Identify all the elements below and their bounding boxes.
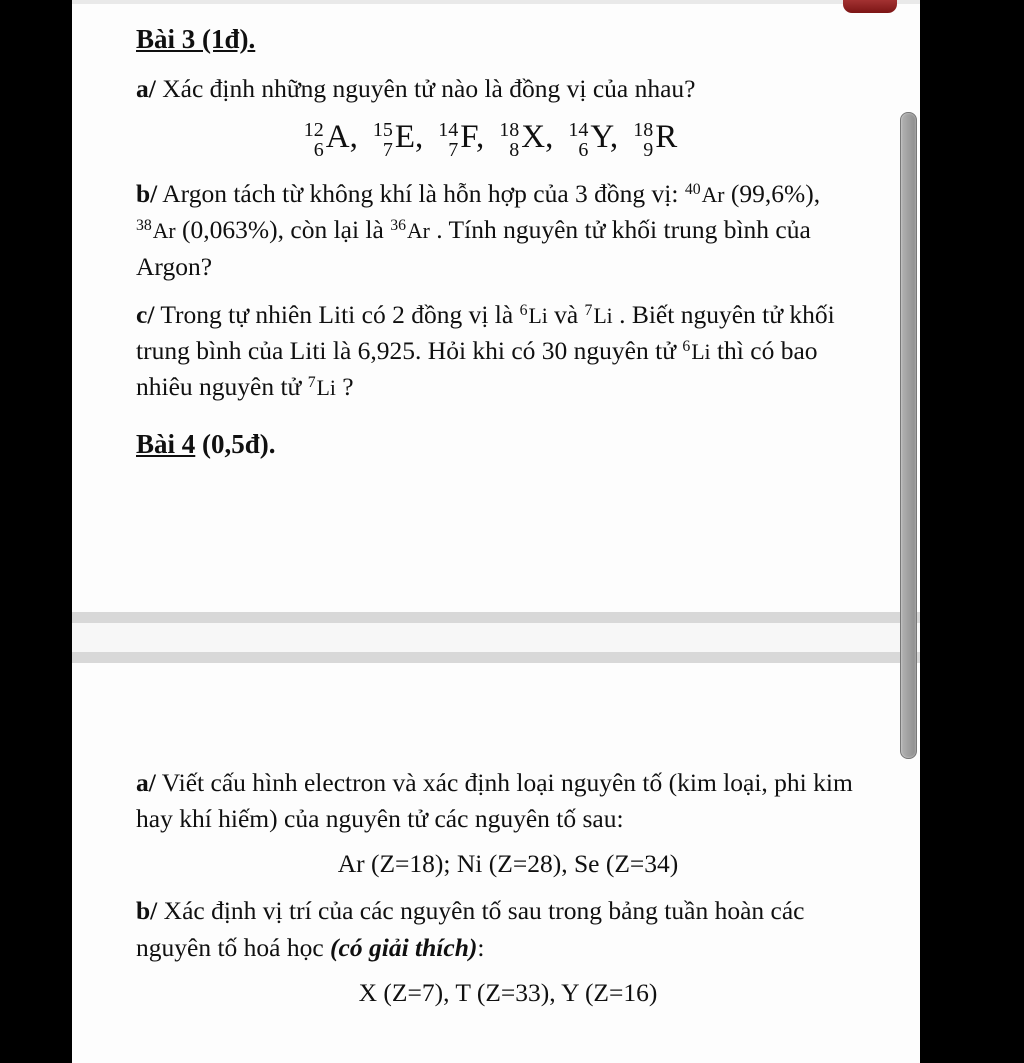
isotope-notation: 18 9 R (633, 119, 678, 162)
p2-part-b-text: Xác định vị trí của các nguyên tố sau trong bảng tuần hoàn các nguyên tố hoá học (có giải thích): (136, 896, 805, 962)
page1-bottom-edge (72, 612, 920, 623)
document-page-2 (136, 765, 880, 1022)
part-a-text: Xác định những nguyên tử nào là đồng vị của nhau? (155, 74, 696, 103)
part-b-text: Argon tách từ không khí là hỗn hợp của 3 đồng vị: $^{40}$Ar (99,6%), $^{38}$Ar (0,063%), còn lại là $^{36}$Ar . Tính nguyên tử khối trung bình của Argon? (136, 179, 821, 281)
p2-part-b-label: b/ (136, 896, 158, 926)
exercise-3-part-b (136, 176, 860, 285)
isotope-notation: 12 6 A, (303, 119, 358, 162)
exercise-4-title-rest: (0,5đ). (195, 429, 276, 460)
document-page-1 (136, 0, 860, 476)
isotope-list (136, 119, 860, 160)
isotope-notation: 14 6 Y, (568, 119, 619, 162)
exercise-3-part-a (136, 71, 860, 107)
exercise-4-part-a (136, 765, 880, 837)
p2-part-a-label: a/ (136, 768, 156, 797)
left-letterbox (0, 0, 72, 1063)
exercise-3-title (136, 24, 860, 55)
page-separator (72, 612, 920, 663)
exercise-3-title-underlined: Bài 3 (1đ). (136, 24, 256, 54)
page2-top-edge (72, 652, 920, 663)
part-b-label: b/ (136, 179, 158, 209)
part-c-text: Trong tự nhiên Liti có 2 đồng vị là $^6$Li và $^7$Li . Biết nguyên tử khối trung bình của Liti là 6,925. Hỏi khi có 30 nguyên tử $^6$Li thì có bao nhiêu nguyên tử $^7$Li ? (136, 299, 835, 402)
exercise-4-title (136, 429, 860, 460)
page-gap (72, 623, 920, 652)
elements-line-a: Ar (Z=18); Ni (Z=28), Se (Z=34) (337, 849, 679, 879)
scrollbar-thumb[interactable] (900, 112, 917, 759)
elements-line-b: X (Z=7), T (Z=33), Y (Z=16) (358, 977, 658, 1007)
part-a-label: a/ (136, 74, 156, 103)
exercise-4-title-underlined: Bài 4 (136, 429, 196, 460)
p2-part-a-text: Viết cấu hình electron và xác định loại nguyên tố (kim loại, phi kim hay khí hiếm) của nguyên tử các nguyên tố sau: (136, 768, 853, 834)
isotope-notation: 14 7 F, (438, 119, 485, 162)
isotope-notation: 18 8 X, (499, 119, 554, 162)
part-c-label: c/ (136, 299, 155, 329)
exercise-4-part-b (136, 893, 880, 965)
right-letterbox (920, 0, 1024, 1063)
exercise-3-part-c (136, 297, 860, 406)
document-viewer (72, 0, 920, 1063)
isotope-notation: 15 7 E, (372, 119, 424, 162)
